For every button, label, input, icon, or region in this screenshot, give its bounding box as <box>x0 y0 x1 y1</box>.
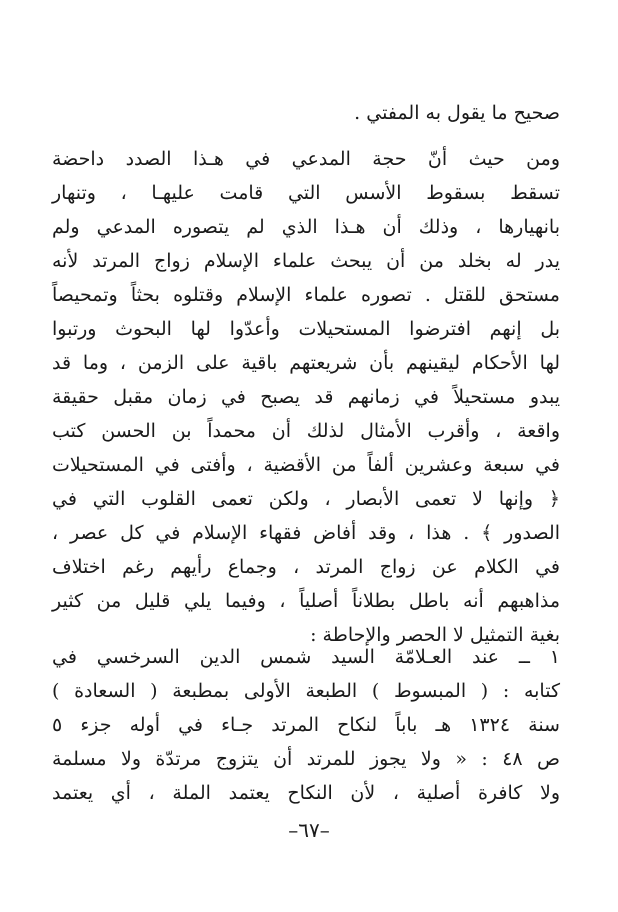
text-line: في الكلام عن زواج المرتد ، وجماع رأيهم رغم اختلاف <box>52 556 560 578</box>
text-line: يدر له بخلد من أن يبحث علماء الإسلام زواج المرتد لأنه <box>52 250 560 272</box>
text-line: صحيح ما يقول به المفتي . <box>354 102 560 124</box>
text-line: في سبعة وعشرين ألفاً من الأقضية ، وأفتى في المستحيلات <box>52 454 560 476</box>
quran-verse-line: ﴿ وإنها لا تعمى الأبصار ، ولكن تعمى القلوب التي في <box>52 488 560 510</box>
text-line: كتابه : ( المبسوط ) الطبعة الأولى بمطبعة ( السعادة ) <box>52 680 560 702</box>
text-line: مستحق للقتل . تصوره علماء الإسلام وقتلوه بحثاً وتمحيصاً <box>52 284 560 306</box>
text-line: مذاهبهم أنه باطل بطلاناً أصلياً ، وفيما يلي قليل من كثير <box>52 590 560 612</box>
text-line: ومن حيث أنّ حجة المدعي في هـذا الصدد داحضة <box>52 148 560 170</box>
numbered-list-item <box>52 640 560 810</box>
text-line: ص ٤٨ : « ولا يجوز للمرتد أن يتزوج مرتدّة ولا مسلمة <box>52 748 560 770</box>
text-line: يبدو مستحيلاً في زمانهم قد يصبح في زمان مقبل حقيقة <box>52 386 560 408</box>
text-line: لها الأحكام ليقينهم بأن شريعتهم باقية على الزمن ، وما قد <box>52 352 560 374</box>
text-line: سنة ١٣٢٤ هـ باباً لنكاح المرتد جـاء في أوله جزء ٥ <box>52 714 560 736</box>
page-number: –٦٧– <box>288 818 330 842</box>
text-line: تسقط بسقوط الأسس التي قامت عليهـا ، وتنهار <box>52 182 560 204</box>
text-line: الصدور ﴾ . هذا ، وقد أفاض فقهاء الإسلام في كل عصر ، <box>52 522 560 544</box>
text-line: بغية التمثيل لا الحصر والإحاطة : <box>310 624 560 646</box>
text-line: بانهيارها ، وذلك أن هـذا الذي لم يتصوره المدعي ولم <box>52 216 560 238</box>
intro-paragraph <box>52 96 560 130</box>
text-line: واقعة ، وأقرب الأمثال لذلك أن محمداً بن الحسن كتب <box>52 420 560 442</box>
text-line: بل إنهم افترضوا المستحيلات وأعدّوا لها البحوث ورتبوا <box>52 318 560 340</box>
text-line: ولا كافرة أصلية ، لأن النكاح يعتمد الملة ، أي يعتمد <box>52 782 560 804</box>
text-line: ١ ــ عند العـلامّة السيد شمس الدين السرخسي في <box>52 646 560 668</box>
main-paragraph <box>52 142 560 652</box>
